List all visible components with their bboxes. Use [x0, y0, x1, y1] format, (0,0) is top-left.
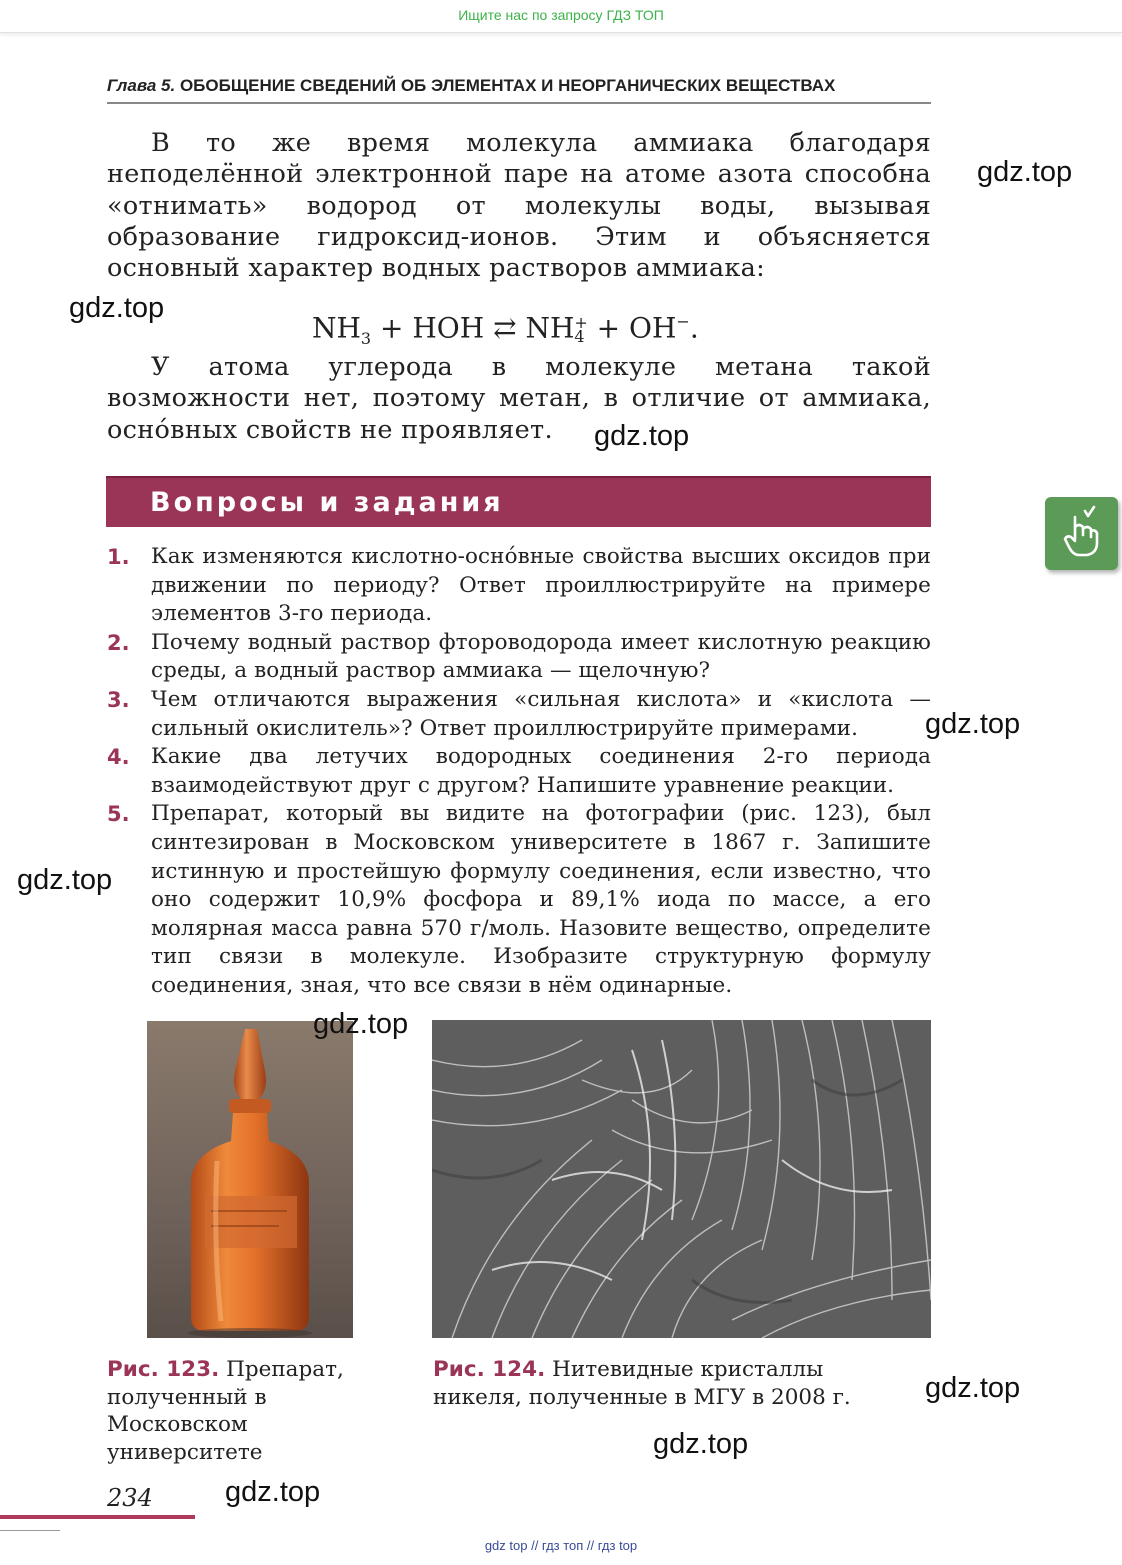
watermark: gdz.top: [653, 1428, 749, 1460]
question-text: Препарат, который вы видите на фотографии (рис. 123), был синтезирован в Московском университете в 1867 г. Запишите истинную и простейшую формулу соединения, если известно, что оно содержит 10,9% фосфора и 89,1% иода по массе, а его молярная масса равна 570 г/моль. Назовите вещество, определите тип связи в молекуле. Изобразите структурную формулу соединения, зная, что все связи в нём одинарные.: [151, 801, 931, 998]
watermark: gdz.top: [69, 292, 165, 324]
paragraph-ammonia: В то же время молекула аммиака благодаря неподелённой электронной паре на атоме азота способна «отнимать» водород от молекулы воды, вызывая образование гидроксид-ионов. Этим и объясняется основный характер водных растворов аммиака:: [107, 128, 931, 284]
page-rule-thin: [0, 1530, 60, 1531]
crystals-illustration: [432, 1020, 931, 1338]
questions-list: [107, 543, 931, 1001]
figure-123-label: Рис. 123.: [107, 1357, 220, 1382]
eq-oh-sup: −: [676, 312, 690, 331]
footer-links[interactable]: gdz top // гдз топ // гдз top: [484, 1538, 638, 1553]
question-text: Какие два летучих водородных соединения 2-го периода взаимодействуют друг с другом? Напишите уравнение реакции.: [151, 744, 931, 798]
eq-oh: OH: [629, 311, 677, 345]
top-banner[interactable]: Ищите нас по запросу ГДЗ ТОП: [0, 0, 1122, 33]
question-text: Чем отличаются выражения «сильная кислота» и «кислота — сильный окислитель»? Ответ проиллюстрируйте примерами.: [151, 686, 931, 741]
figure-124-caption-text: Нитевидные кристаллы никеля, полученные в МГУ в 2008 г.: [433, 1357, 851, 1410]
question-text: Почему водный раствор фтороводорода имеет кислотную реакцию среды, а водный раствор аммиака — щелочную?: [151, 629, 931, 684]
figure-124-label: Рис. 124.: [433, 1357, 546, 1382]
paragraph-methane: У атома углерода в молекуле метана такой возможности нет, поэтому метан, в отличие от аммиака, оснóвных свойств не проявляет.: [107, 352, 931, 445]
chapter-title: ОБОБЩЕНИЕ СВЕДЕНИЙ ОБ ЭЛЕМЕНТАХ И НЕОРГАНИЧЕСКИХ ВЕЩЕСТВАХ: [179, 76, 836, 95]
figure-123-caption: [107, 1356, 367, 1466]
eq-plus-2: +: [587, 311, 630, 345]
question-number: 3.: [107, 687, 130, 712]
watermark: gdz.top: [225, 1476, 321, 1508]
list-item: [107, 629, 931, 686]
watermark: gdz.top: [925, 1372, 1021, 1404]
eq-nh4-sub: 4: [574, 326, 585, 346]
bottle-illustration: [147, 1021, 353, 1338]
questions-header: Вопросы и задания: [106, 476, 931, 527]
figure-124-caption: [433, 1356, 903, 1411]
watermark: gdz.top: [17, 864, 113, 896]
question-number: 4.: [107, 745, 130, 770]
equation: [312, 300, 699, 348]
watermark: gdz.top: [977, 156, 1073, 188]
watermark: gdz.top: [925, 708, 1021, 740]
list-item: [107, 543, 931, 629]
eq-nh4-sup: +: [574, 312, 588, 332]
watermark: gdz.top: [594, 420, 690, 452]
page-number: 234: [107, 1484, 153, 1512]
eq-end: .: [689, 311, 699, 345]
list-item: [107, 743, 931, 800]
question-number: 5.: [107, 802, 130, 827]
eq-plus: +: [371, 311, 413, 345]
chapter-header: [107, 74, 931, 104]
figure-124-crystals-photo: [432, 1020, 931, 1338]
page-rule: [0, 1515, 195, 1519]
eq-hoh: HOH: [412, 311, 485, 345]
eq-nh3-sub: 3: [360, 328, 372, 348]
watermark: gdz.top: [313, 1008, 409, 1040]
question-number: 1.: [107, 545, 130, 569]
question-number: 2.: [107, 630, 130, 655]
list-item: [107, 686, 931, 743]
chapter-label: Глава 5.: [107, 76, 176, 95]
list-item: [107, 800, 931, 1000]
eq-nh3: NH: [312, 311, 361, 345]
eq-nh4: NH: [525, 311, 575, 345]
touch-hand-icon: [1045, 497, 1118, 570]
figure-123-caption-text: Препарат, полученный в Московском университете: [107, 1357, 344, 1465]
question-text: Как изменяются кислотно-оснóвные свойства высших оксидов при движении по периоду? Ответ проиллюстрируйте на примере элементов 3-го периода.: [151, 544, 931, 627]
figure-123-bottle-photo: [147, 1021, 353, 1338]
eq-equilibrium-arrow: ⇄: [484, 311, 526, 345]
side-touch-button[interactable]: [1045, 497, 1118, 570]
